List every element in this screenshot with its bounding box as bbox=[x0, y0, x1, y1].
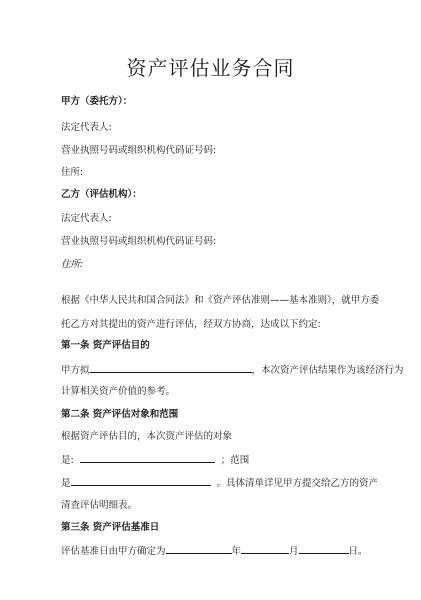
party-b-license-label: 营业执照号码或组织机构代码证号码: bbox=[61, 236, 217, 247]
party-b-heading: 乙方（评估机构）： bbox=[61, 189, 142, 200]
month-blank bbox=[241, 543, 289, 554]
article-2-line-2 bbox=[61, 452, 249, 468]
preamble-line-1: 根据《中华人民共和国合同法》和《资产评估准则——基本准则》，就甲方委 bbox=[61, 295, 380, 306]
day-label: 日。 bbox=[348, 546, 368, 557]
article-3-heading: 第三条 资产评估基准日 bbox=[61, 522, 160, 533]
purpose-blank bbox=[90, 362, 252, 373]
year-blank bbox=[166, 543, 232, 554]
article-2-line-3 bbox=[61, 475, 378, 491]
article-2-heading: 第二条 资产评估对象和范围 bbox=[61, 409, 179, 420]
scope-blank bbox=[71, 475, 211, 486]
article-2-line-2-end: ；范围 bbox=[220, 455, 250, 466]
article-2-line-2-start: 是: bbox=[61, 455, 74, 466]
party-a-rep-label: 法定代表人: bbox=[61, 122, 112, 133]
article-1-heading: 第一条 资产评估目的 bbox=[61, 340, 150, 351]
month-label: 月 bbox=[289, 546, 299, 557]
article-1-line-2: 计算相关资产价值的参考。 bbox=[61, 386, 176, 397]
page-title: 资产评估业务合同 bbox=[126, 56, 295, 80]
article-1-line-1 bbox=[61, 362, 404, 378]
party-a-license-label: 营业执照号码或组织机构代码证号码: bbox=[61, 145, 217, 156]
article-1-line-1-end: ，本次资产评估结果作为该经济行为 bbox=[251, 365, 404, 376]
object-blank bbox=[80, 452, 215, 463]
preamble-line-2: 托乙方对其提出的资产进行评估，经双方协商，达成以下约定: bbox=[61, 319, 321, 330]
party-b-address-label: 住所: bbox=[61, 259, 84, 270]
party-a-heading: 甲方（委托方）： bbox=[61, 96, 133, 107]
party-a-address-label: 住所: bbox=[61, 167, 84, 178]
article-2-line-1: 根据资产评估目的，本次资产评估的对象 bbox=[61, 431, 233, 442]
day-blank bbox=[299, 543, 349, 554]
year-label: 年 bbox=[231, 546, 242, 557]
party-b-rep-label: 法定代表人: bbox=[61, 213, 112, 224]
article-2-line-3-end: 。具体清单详见甲方提交给乙方的资产 bbox=[216, 478, 379, 489]
article-2-line-3-start: 是 bbox=[61, 478, 71, 489]
article-3-line-1-start: 评估基准日由甲方确定为 bbox=[61, 546, 166, 557]
article-1-line-1-start: 甲方拟 bbox=[61, 365, 90, 376]
article-3-line-1 bbox=[61, 543, 368, 559]
article-2-line-4: 清查评估明细表。 bbox=[61, 500, 138, 511]
